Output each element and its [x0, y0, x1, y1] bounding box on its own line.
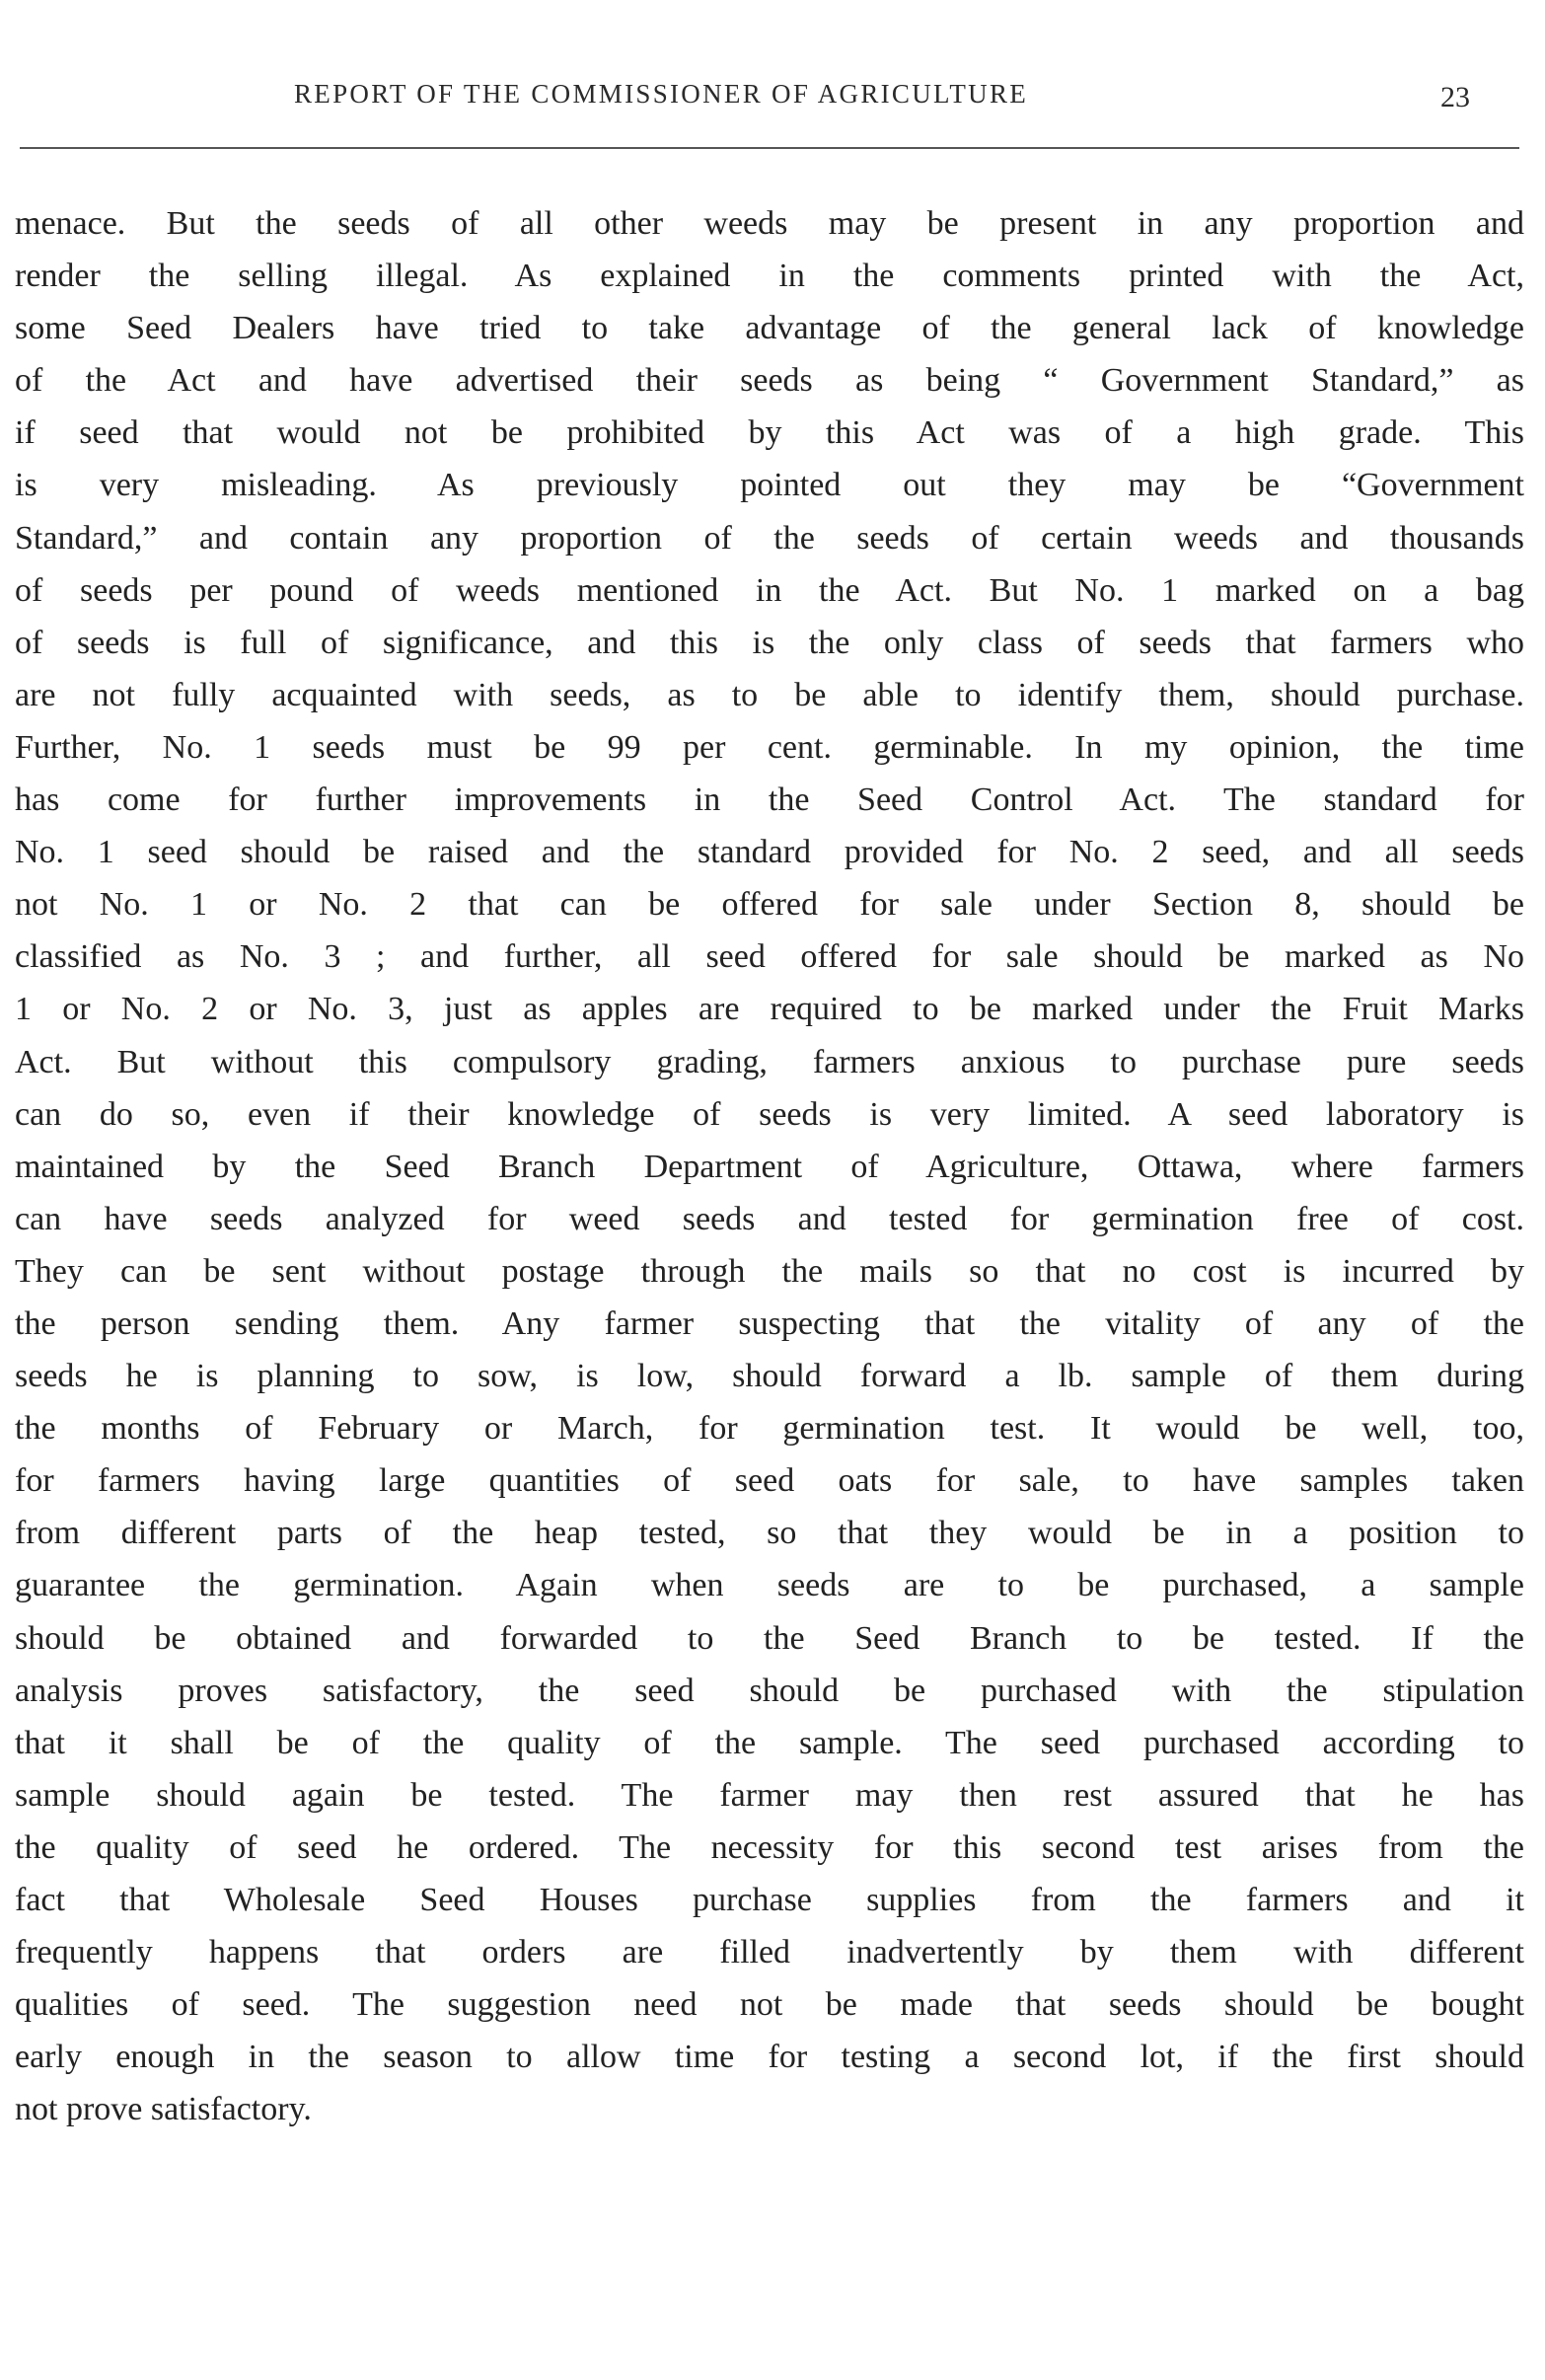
text-line: from different parts of the heap tested, so that they would be in a position to — [15, 1515, 1524, 1552]
text-line: has come for further improvements in the Seed Control Act. The standard for — [15, 781, 1524, 819]
text-line: should be obtained and forwarded to the Seed Branch to be tested. If the — [15, 1619, 1524, 1657]
text-line: Further, No. 1 seeds must be 99 per cent. germinable. In my opinion, the time — [15, 728, 1524, 766]
text-line: some Seed Dealers have tried to take advantage of the general lack of knowledge — [15, 310, 1524, 347]
text-line-last: not prove satisfactory. — [15, 2091, 312, 2128]
body-paragraph — [15, 197, 1524, 2135]
text-line: if seed that would not be prohibited by this Act was of a high grade. This — [15, 414, 1524, 452]
text-line: fact that Wholesale Seed Houses purchase supplies from the farmers and it — [15, 1882, 1524, 1918]
text-line: can do so, even if their knowledge of seeds is very limited. A seed laboratory is — [15, 1095, 1524, 1133]
text-line: frequently happens that orders are filled inadvertently by them with different — [15, 1934, 1524, 1971]
text-line: for farmers having large quantities of seed oats for sale, to have samples taken — [15, 1462, 1524, 1500]
page-header — [0, 79, 1545, 118]
text-line: Act. But without this compulsory grading, farmers anxious to purchase pure seeds — [15, 1043, 1524, 1080]
text-line: the months of February or March, for germination test. It would be well, too, — [15, 1410, 1524, 1448]
text-line: classified as No. 3 ; and further, all seed offered for sale should be marked as No — [15, 938, 1524, 976]
text-line: maintained by the Seed Branch Department of Agriculture, Ottawa, where farmers — [15, 1148, 1524, 1185]
text-line: render the selling illegal. As explained in the comments printed with the Act, — [15, 258, 1524, 295]
text-line: Standard,” and contain any proportion of the seeds of certain weeds and thousands — [15, 519, 1524, 557]
text-line: can have seeds analyzed for weed seeds and tested for germination free of cost. — [15, 1200, 1524, 1237]
text-line: of the Act and have advertised their seeds as being “ Government Standard,” as — [15, 362, 1524, 400]
text-line: analysis proves satisfactory, the seed should be purchased with the stipulation — [15, 1672, 1524, 1709]
text-line: that it shall be of the quality of the sample. The seed purchased according to — [15, 1724, 1524, 1761]
text-line: No. 1 seed should be raised and the standard provided for No. 2 seed, and all seeds — [15, 834, 1524, 871]
header-rule — [20, 147, 1519, 149]
text-line: seeds he is planning to sow, is low, should forward a lb. sample of them during — [15, 1358, 1524, 1395]
text-line: are not fully acquainted with seeds, as to be able to identify them, should purchase. — [15, 676, 1524, 713]
text-line: qualities of seed. The suggestion need not be made that seeds should be bought — [15, 1986, 1524, 2024]
text-line: 1 or No. 2 or No. 3, just as apples are required to be marked under the Fruit Marks — [15, 991, 1524, 1028]
text-line: They can be sent without postage through the mails so that no cost is incurred by — [15, 1252, 1524, 1290]
text-line: the quality of seed he ordered. The necessity for this second test arises from the — [15, 1828, 1524, 1866]
text-line: menace. But the seeds of all other weeds may be present in any proportion and — [15, 205, 1524, 242]
text-line: the person sending them. Any farmer suspecting that the vitality of any of the — [15, 1304, 1524, 1342]
text-line: early enough in the season to allow time for testing a second lot, if the first should — [15, 2039, 1524, 2076]
running-head: REPORT OF THE COMMISSIONER OF AGRICULTURE — [294, 79, 1029, 109]
text-line: is very misleading. As previously pointed out they may be “Government — [15, 467, 1524, 504]
page-number: 23 — [1440, 81, 1470, 113]
text-line: not No. 1 or No. 2 that can be offered for sale under Section 8, should be — [15, 886, 1524, 924]
text-line: of seeds per pound of weeds mentioned in the Act. But No. 1 marked on a bag — [15, 571, 1524, 609]
text-line: of seeds is full of significance, and this is the only class of seeds that farmers who — [15, 624, 1524, 661]
text-line: guarantee the germination. Again when seeds are to be purchased, a sample — [15, 1567, 1524, 1604]
text-line: sample should again be tested. The farmer may then rest assured that he has — [15, 1776, 1524, 1814]
